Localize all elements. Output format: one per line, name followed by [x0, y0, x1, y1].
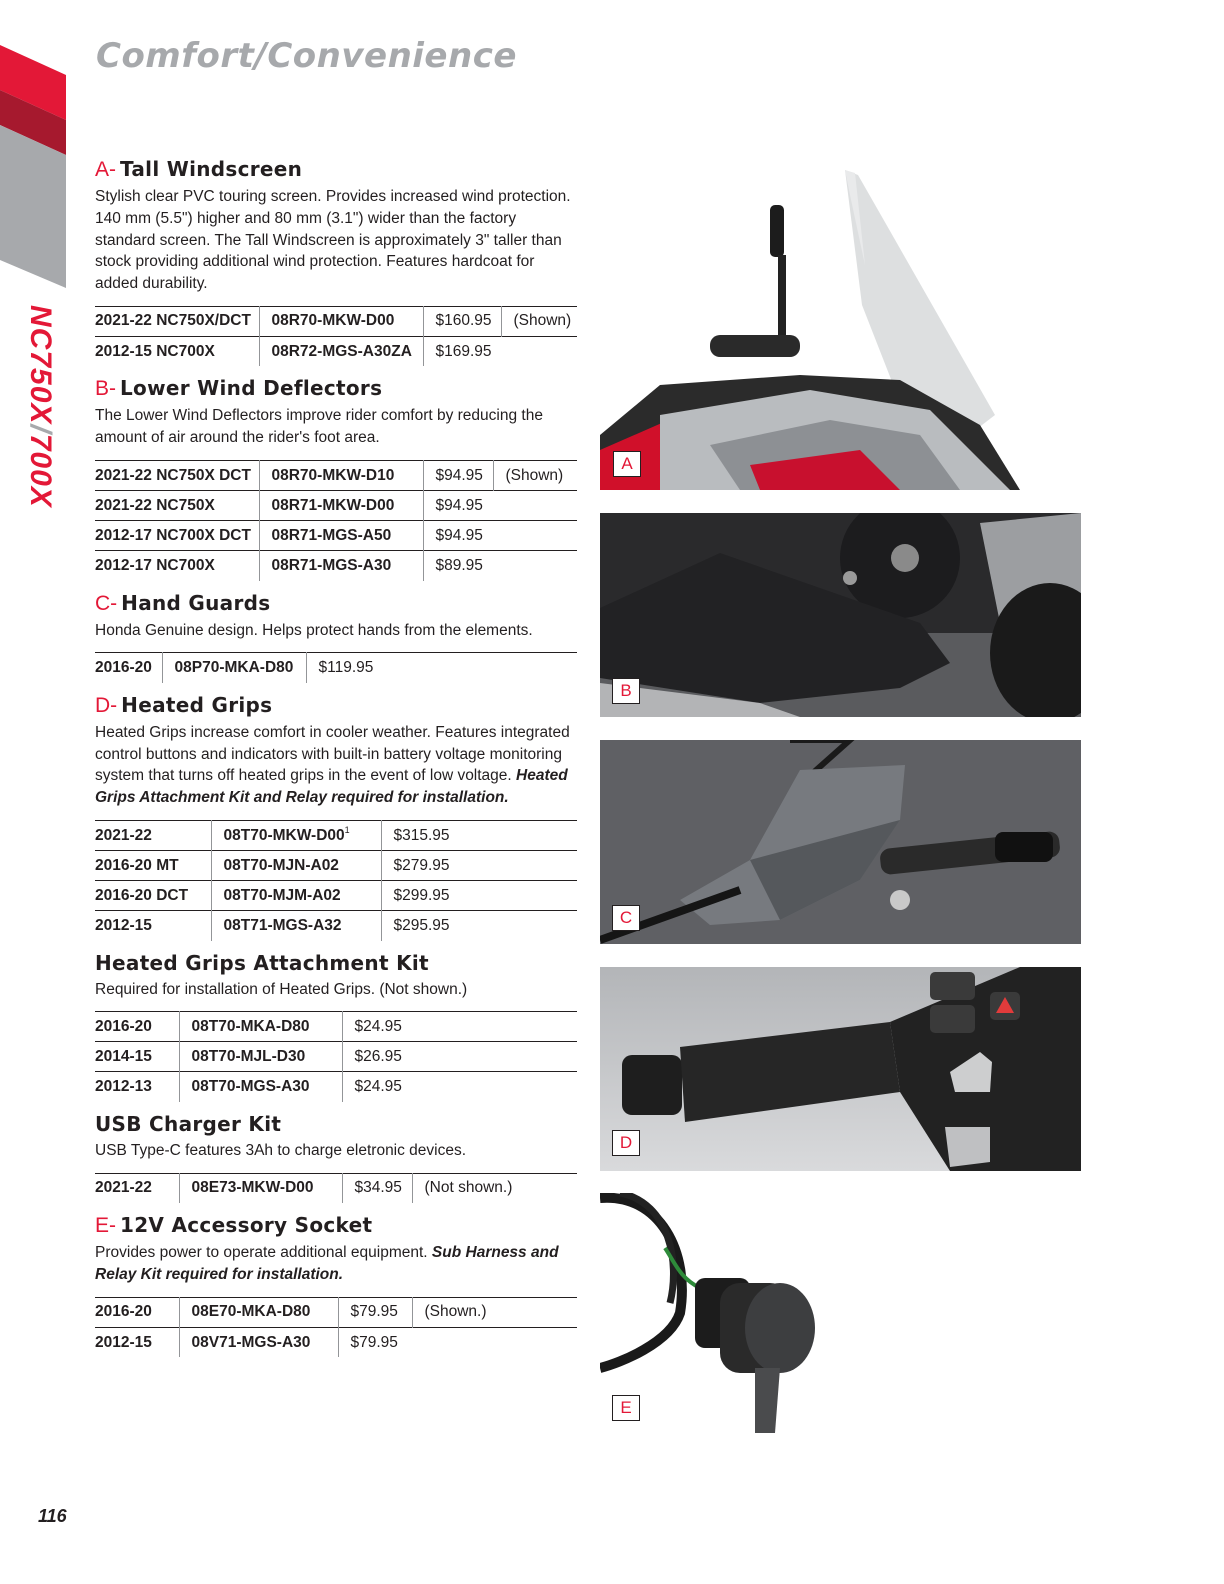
footnote-marker: 1	[344, 824, 350, 835]
heated-grip-illustration	[600, 967, 1081, 1171]
section-description: Heated Grips increase comfort in cooler weather. Features integrated control buttons and indicators with built-in battery voltage monitoring system that turns off heated grips in the event of low voltage. Heated Grips Attachment Kit and Relay required for installation.	[95, 723, 570, 807]
section-hand-guards	[95, 589, 577, 683]
table-row: 2016-20 08P70-MKA-D80 $119.95	[95, 653, 577, 683]
parts-table	[95, 460, 577, 581]
accessory-list	[95, 155, 577, 1365]
section-tall-windscreen	[95, 155, 577, 366]
table-row: 2021-22 NC750X 08R71-MKW-D00 $94.95	[95, 491, 577, 521]
section-description: USB Type-C features 3Ah to charge eletronic devices.	[95, 1141, 467, 1159]
parts-table	[95, 1173, 577, 1204]
table-row: 2016-20 DCT 08T70-MJM-A02 $299.95	[95, 881, 577, 911]
page-title: Comfort/Convenience	[96, 36, 517, 76]
section-title: Heated Grips	[121, 692, 273, 717]
tall-windscreen-photo	[600, 165, 1025, 490]
section-letter: D-	[95, 693, 118, 717]
accessory-socket-photo	[600, 1193, 830, 1433]
table-row: 2016-20 08E70-MKA-D80 $79.95 (Shown.)	[95, 1297, 577, 1327]
table-row: 2021-22 $08T70-MKW-D00^1$ $315.95	[95, 821, 577, 851]
table-row: 2014-15 08T70-MJL-D30 $26.95	[95, 1042, 577, 1072]
model-side-title: NC750X/700X	[24, 305, 57, 508]
section-description: Provides power to operate additional equipment. Sub Harness and Relay Kit required for installation.	[95, 1244, 559, 1283]
table-row: 2021-22 NC750X DCT 08R70-MKW-D10 $94.95 (Shown)	[95, 461, 577, 491]
section-12v-accessory-socket	[95, 1211, 577, 1357]
table-row: 2012-15 NC700X 08R72-MGS-A30ZA $169.95	[95, 336, 577, 366]
parts-table	[95, 306, 577, 367]
table-row: 2012-15 08T71-MGS-A32 $295.95	[95, 911, 577, 941]
section-letter: A-	[95, 158, 116, 181]
section-title: Hand Guards	[121, 590, 271, 615]
corner-band-decoration	[0, 0, 66, 300]
section-letter: B-	[95, 377, 116, 401]
table-row: 2012-13 08T70-MGS-A30 $24.95	[95, 1072, 577, 1102]
lower-wind-deflector-photo	[600, 513, 1081, 717]
table-row: 2012-15 08V71-MGS-A30 $79.95	[95, 1327, 577, 1357]
parts-table	[95, 1297, 577, 1358]
section-title: Heated Grips Attachment Kit	[95, 950, 429, 975]
photo-label: B	[612, 678, 640, 704]
section-letter: C-	[95, 591, 118, 615]
photo-label: D	[612, 1130, 640, 1156]
section-lower-wind-deflectors	[95, 374, 577, 580]
photo-label: E	[612, 1395, 640, 1421]
hand-guard-photo	[600, 740, 1081, 944]
photo-label: C	[612, 905, 640, 931]
parts-table	[95, 820, 577, 941]
section-heated-grips-attachment-kit	[95, 949, 577, 1102]
lower-deflector-illustration	[600, 513, 1081, 717]
table-row: 2016-20 MT 08T70-MJN-A02 $279.95	[95, 851, 577, 881]
section-title: 12V Accessory Socket	[120, 1213, 373, 1238]
table-row: 2012-17 NC700X DCT 08R71-MGS-A50 $94.95	[95, 521, 577, 551]
table-row: 2021-22 08E73-MKW-D00 $34.95 (Not shown.)	[95, 1173, 577, 1203]
motorcycle-windscreen-illustration	[600, 165, 1025, 490]
section-title: Tall Windscreen	[120, 157, 303, 181]
table-row: 2016-20 08T70-MKA-D80 $24.95	[95, 1012, 577, 1042]
section-description: Stylish clear PVC touring screen. Provides increased wind protection. 140 mm (5.5") higher and 80 mm (3.1") wider than the factory standard screen. The Tall Windscreen is approximately 3" taller than stock providing additional wind protection. Features hardcoat for added durability.	[95, 188, 571, 293]
parts-table	[95, 1011, 577, 1102]
page-number: 116	[38, 1506, 67, 1526]
section-description: Required for installation of Heated Grips. (Not shown.)	[95, 980, 468, 998]
section-description: The Lower Wind Deflectors improve rider comfort by reducing the amount of air around the rider's foot area.	[95, 407, 543, 447]
photo-label: A	[613, 451, 641, 477]
hand-guard-illustration	[600, 740, 1081, 944]
section-heated-grips	[95, 691, 577, 941]
section-title: USB Charger Kit	[95, 1111, 282, 1136]
heated-grip-photo	[600, 967, 1081, 1171]
section-description: Honda Genuine design. Helps protect hands from the elements.	[95, 621, 533, 639]
table-row: 2021-22 NC750X/DCT 08R70-MKW-D00 $160.95 (Shown)	[95, 306, 577, 336]
section-usb-charger-kit	[95, 1110, 577, 1203]
table-row: 2012-17 NC700X 08R71-MGS-A30 $89.95	[95, 551, 577, 581]
parts-table	[95, 652, 577, 683]
section-letter: E-	[95, 1214, 116, 1238]
installation-note: Heated Grips Attachment Kit and Relay required for installation.	[95, 767, 568, 807]
section-title: Lower Wind Deflectors	[120, 376, 383, 401]
installation-note: Sub Harness and Relay Kit required for installation.	[95, 1244, 559, 1283]
